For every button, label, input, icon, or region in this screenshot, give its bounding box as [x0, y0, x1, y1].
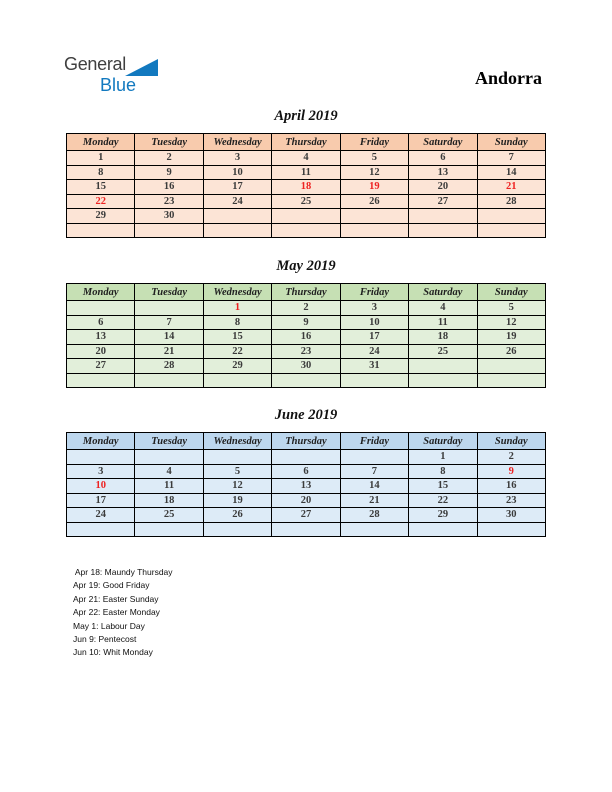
day-header: Saturday — [409, 433, 477, 450]
empty-day-cell — [67, 301, 135, 316]
day-cell: 14 — [135, 330, 203, 345]
day-cell: 31 — [340, 359, 408, 374]
holiday-item: Apr 22: Easter Monday — [73, 607, 160, 618]
day-header: Monday — [67, 134, 135, 151]
day-cell: 23 — [135, 194, 203, 209]
day-cell: 22 — [203, 344, 271, 359]
day-cell: 1 — [203, 301, 271, 316]
day-cell: 11 — [272, 165, 340, 180]
empty-day-cell — [203, 522, 271, 537]
day-cell: 26 — [203, 508, 271, 523]
day-header: Tuesday — [135, 134, 203, 151]
day-cell: 15 — [67, 180, 135, 195]
empty-day-cell — [409, 223, 477, 238]
week-row — [67, 151, 546, 166]
day-header: Saturday — [409, 284, 477, 301]
day-cell: 16 — [135, 180, 203, 195]
day-cell: 17 — [203, 180, 271, 195]
day-cell: 13 — [272, 479, 340, 494]
day-cell: 28 — [477, 194, 545, 209]
day-header: Wednesday — [203, 134, 271, 151]
calendar-title-june: June 2019 — [274, 407, 338, 423]
day-header: Wednesday — [203, 284, 271, 301]
logo-text-general: General — [64, 54, 126, 74]
day-cell: 25 — [135, 508, 203, 523]
empty-day-cell — [135, 301, 203, 316]
day-cell: 6 — [67, 315, 135, 330]
logo-triangle-icon — [125, 59, 158, 76]
day-cell: 15 — [203, 330, 271, 345]
day-cell: 16 — [477, 479, 545, 494]
holiday-item: Apr 19: Good Friday — [73, 580, 150, 591]
day-cell: 19 — [203, 493, 271, 508]
empty-day-cell — [409, 522, 477, 537]
day-cell: 5 — [203, 464, 271, 479]
day-cell: 26 — [340, 194, 408, 209]
holiday-list — [73, 566, 173, 660]
day-cell: 14 — [477, 165, 545, 180]
calendar-section-june — [66, 406, 546, 537]
day-cell: 1 — [67, 151, 135, 166]
day-header: Thursday — [272, 284, 340, 301]
week-row — [67, 209, 546, 224]
day-header: Tuesday — [135, 433, 203, 450]
day-cell: 29 — [409, 508, 477, 523]
day-header-row — [67, 284, 546, 301]
week-row — [67, 194, 546, 209]
empty-day-cell — [135, 373, 203, 388]
empty-day-cell — [203, 373, 271, 388]
calendar-section-may — [66, 257, 546, 388]
empty-day-cell — [67, 373, 135, 388]
day-cell: 8 — [409, 464, 477, 479]
month-table-april — [66, 133, 546, 238]
empty-day-cell — [477, 209, 545, 224]
day-cell: 12 — [203, 479, 271, 494]
day-cell: 1 — [409, 450, 477, 465]
day-cell: 2 — [477, 450, 545, 465]
calendar-title-april: April 2019 — [274, 108, 338, 124]
day-cell: 10 — [203, 165, 271, 180]
day-header: Tuesday — [135, 284, 203, 301]
day-cell: 23 — [477, 493, 545, 508]
day-cell: 30 — [477, 508, 545, 523]
week-row — [67, 359, 546, 374]
empty-day-cell — [340, 209, 408, 224]
empty-day-cell — [272, 522, 340, 537]
logo-text-blue: Blue — [100, 75, 137, 95]
day-cell: 27 — [272, 508, 340, 523]
empty-day-cell — [135, 223, 203, 238]
day-cell: 21 — [135, 344, 203, 359]
day-cell: 19 — [477, 330, 545, 345]
day-cell: 4 — [272, 151, 340, 166]
day-cell: 30 — [135, 209, 203, 224]
day-cell: 6 — [409, 151, 477, 166]
week-row — [67, 223, 546, 238]
day-cell: 4 — [135, 464, 203, 479]
day-cell: 10 — [340, 315, 408, 330]
day-cell: 9 — [477, 464, 545, 479]
day-header: Saturday — [409, 134, 477, 151]
day-cell: 11 — [409, 315, 477, 330]
day-cell: 28 — [340, 508, 408, 523]
week-row — [67, 522, 546, 537]
day-cell: 18 — [272, 180, 340, 195]
holiday-item: May 1: Labour Day — [73, 620, 145, 631]
day-cell: 2 — [135, 151, 203, 166]
empty-day-cell — [409, 373, 477, 388]
empty-day-cell — [272, 209, 340, 224]
day-header: Friday — [340, 284, 408, 301]
day-cell: 7 — [340, 464, 408, 479]
day-cell: 17 — [67, 493, 135, 508]
day-cell: 17 — [340, 330, 408, 345]
day-cell: 20 — [67, 344, 135, 359]
week-row — [67, 344, 546, 359]
day-header: Friday — [340, 134, 408, 151]
empty-day-cell — [477, 223, 545, 238]
day-cell: 7 — [477, 151, 545, 166]
empty-day-cell — [135, 450, 203, 465]
empty-day-cell — [409, 209, 477, 224]
day-cell: 19 — [340, 180, 408, 195]
week-row — [67, 373, 546, 388]
day-header: Thursday — [272, 433, 340, 450]
week-row — [67, 450, 546, 465]
day-cell: 25 — [409, 344, 477, 359]
day-cell: 23 — [272, 344, 340, 359]
day-cell: 3 — [203, 151, 271, 166]
week-row — [67, 508, 546, 523]
empty-day-cell — [203, 209, 271, 224]
day-cell: 20 — [272, 493, 340, 508]
day-cell: 9 — [272, 315, 340, 330]
day-cell: 28 — [135, 359, 203, 374]
day-cell: 3 — [340, 301, 408, 316]
day-cell: 6 — [272, 464, 340, 479]
day-cell: 20 — [409, 180, 477, 195]
month-table-may — [66, 283, 546, 388]
day-header: Wednesday — [203, 433, 271, 450]
day-header: Sunday — [477, 284, 545, 301]
day-cell: 9 — [135, 165, 203, 180]
empty-day-cell — [477, 522, 545, 537]
day-cell: 13 — [409, 165, 477, 180]
day-cell: 14 — [340, 479, 408, 494]
empty-day-cell — [340, 450, 408, 465]
empty-day-cell — [409, 359, 477, 374]
week-row — [67, 464, 546, 479]
day-cell: 18 — [135, 493, 203, 508]
day-header-row — [67, 433, 546, 450]
calendar-title-may: May 2019 — [276, 258, 336, 274]
empty-day-cell — [67, 522, 135, 537]
day-cell: 13 — [67, 330, 135, 345]
country-title: Andorra — [475, 68, 542, 88]
week-row — [67, 479, 546, 494]
day-header: Thursday — [272, 134, 340, 151]
day-cell: 27 — [409, 194, 477, 209]
holiday-item: Apr 18: Maundy Thursday — [73, 567, 173, 577]
day-cell: 5 — [340, 151, 408, 166]
day-header-row — [67, 134, 546, 151]
holiday-item: Jun 9: Pentecost — [73, 633, 137, 644]
empty-day-cell — [477, 359, 545, 374]
day-cell: 25 — [272, 194, 340, 209]
week-row — [67, 315, 546, 330]
day-cell: 22 — [67, 194, 135, 209]
day-cell: 21 — [477, 180, 545, 195]
holiday-item: Apr 21: Easter Sunday — [73, 593, 159, 604]
day-cell: 27 — [67, 359, 135, 374]
empty-day-cell — [340, 223, 408, 238]
day-cell: 2 — [272, 301, 340, 316]
month-table-june — [66, 432, 546, 537]
day-cell: 4 — [409, 301, 477, 316]
day-cell: 16 — [272, 330, 340, 345]
day-cell: 12 — [340, 165, 408, 180]
day-cell: 12 — [477, 315, 545, 330]
day-cell: 8 — [67, 165, 135, 180]
day-header: Sunday — [477, 134, 545, 151]
week-row — [67, 330, 546, 345]
day-cell: 15 — [409, 479, 477, 494]
general-blue-logo — [64, 54, 164, 100]
empty-day-cell — [340, 522, 408, 537]
day-cell: 26 — [477, 344, 545, 359]
empty-day-cell — [272, 450, 340, 465]
day-cell: 10 — [67, 479, 135, 494]
day-cell: 5 — [477, 301, 545, 316]
empty-day-cell — [340, 373, 408, 388]
day-cell: 24 — [203, 194, 271, 209]
day-cell: 29 — [67, 209, 135, 224]
day-cell: 8 — [203, 315, 271, 330]
week-row — [67, 165, 546, 180]
empty-day-cell — [67, 223, 135, 238]
day-cell: 18 — [409, 330, 477, 345]
week-row — [67, 180, 546, 195]
day-header: Friday — [340, 433, 408, 450]
day-cell: 21 — [340, 493, 408, 508]
day-cell: 3 — [67, 464, 135, 479]
empty-day-cell — [67, 450, 135, 465]
day-cell: 22 — [409, 493, 477, 508]
week-row — [67, 301, 546, 316]
day-cell: 29 — [203, 359, 271, 374]
day-cell: 24 — [340, 344, 408, 359]
empty-day-cell — [135, 522, 203, 537]
day-header: Monday — [67, 433, 135, 450]
calendar-section-april — [66, 107, 546, 238]
empty-day-cell — [203, 223, 271, 238]
empty-day-cell — [477, 373, 545, 388]
holiday-item: Jun 10: Whit Monday — [73, 647, 153, 658]
day-header: Monday — [67, 284, 135, 301]
day-cell: 30 — [272, 359, 340, 374]
day-cell: 7 — [135, 315, 203, 330]
week-row — [67, 493, 546, 508]
day-header: Sunday — [477, 433, 545, 450]
empty-day-cell — [272, 373, 340, 388]
day-cell: 24 — [67, 508, 135, 523]
day-cell: 11 — [135, 479, 203, 494]
empty-day-cell — [272, 223, 340, 238]
empty-day-cell — [203, 450, 271, 465]
